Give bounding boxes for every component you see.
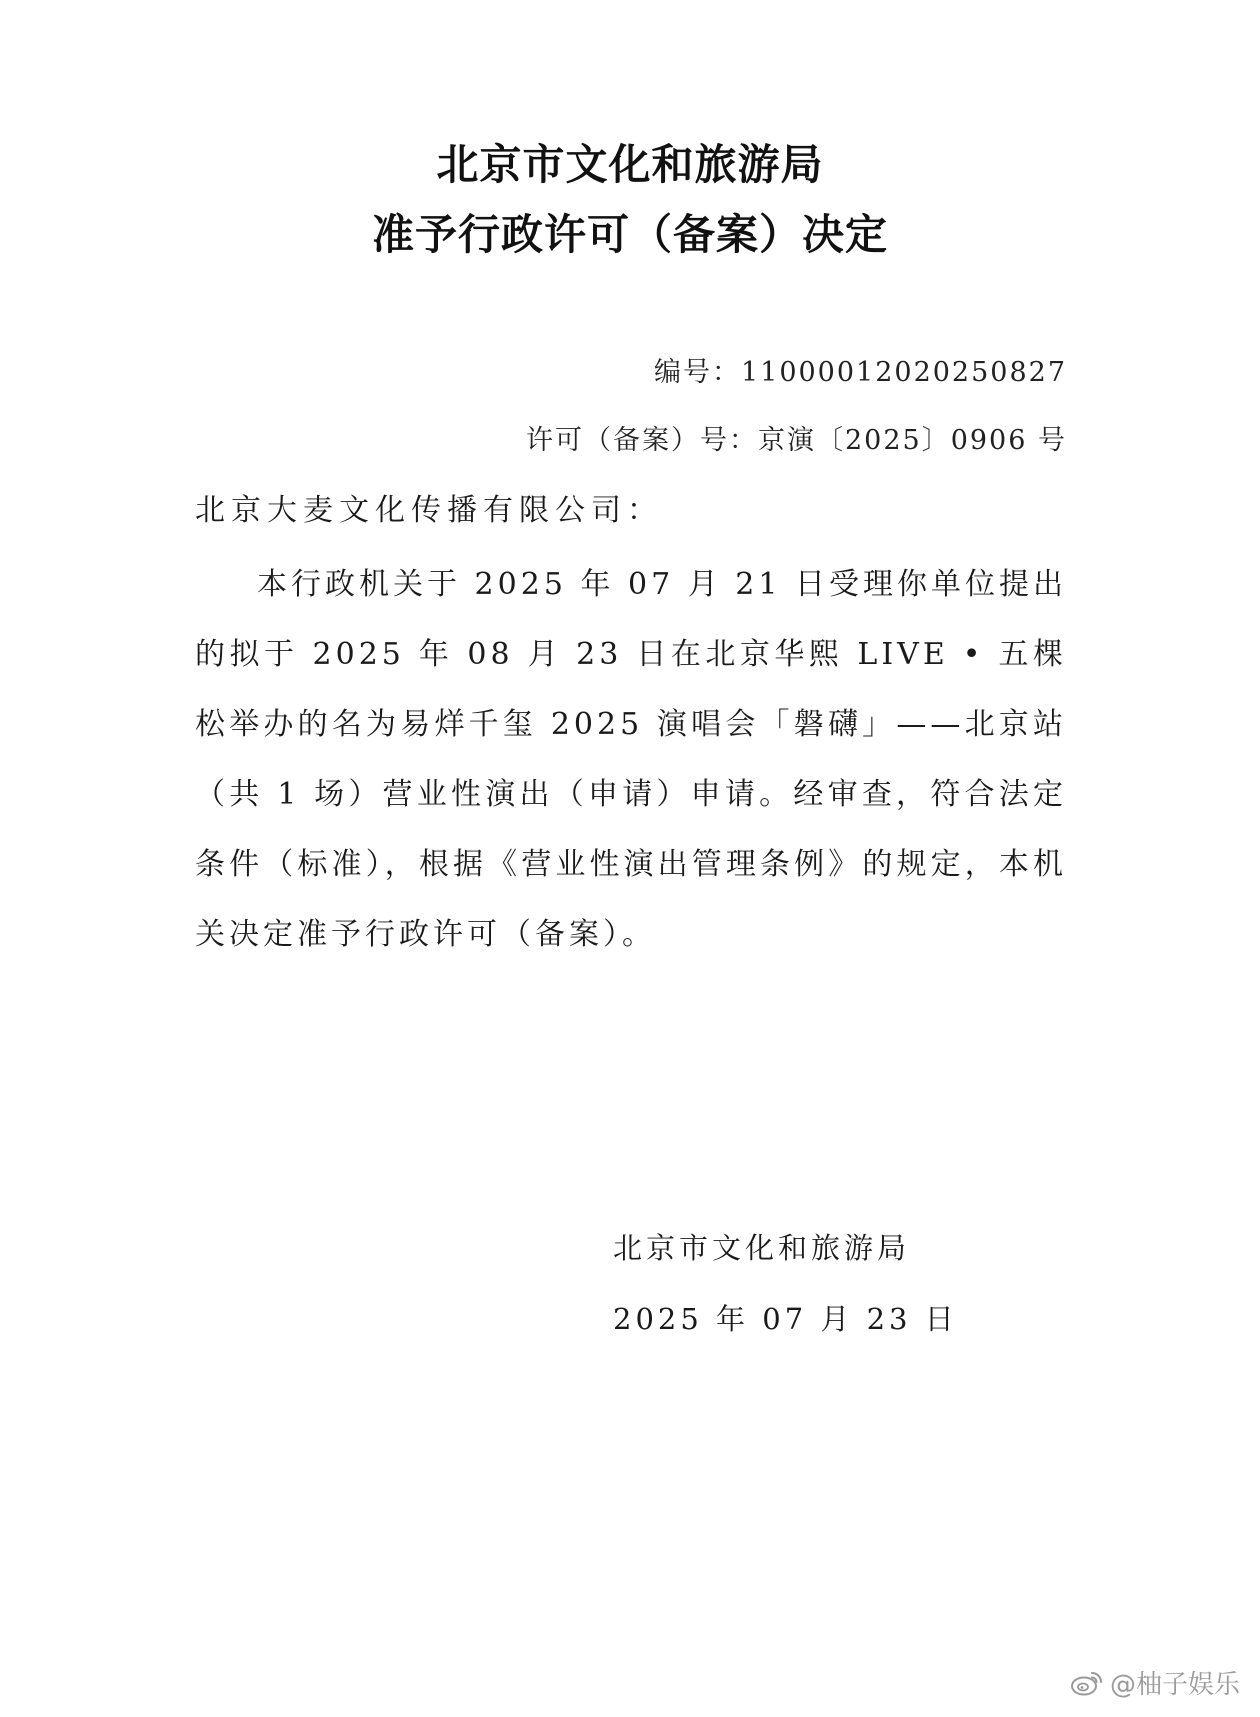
watermark	[1070, 1664, 1240, 1701]
document-title-decision: 准予行政许可（备案）决定	[371, 210, 888, 259]
permit-number: 许可（备案）号：京演〔2025〕0906 号	[525, 425, 1067, 456]
watermark-text: @柚子娱乐	[1109, 1670, 1240, 1700]
weibo-icon	[1070, 1669, 1104, 1697]
decision-body: 本行政机关于 2025 年 07 月 21 日受理你单位提出的拟于 2025 年 08 月 23 日在北京华熙 LIVE • 五棵松举办的名为易烊千玺 2025 演唱会「磐礴」——北京站（共 1 场）营业性演出（申请）申请。经审查，符合法定条件（标准），根据《营业性演出管理条例》的规定，本机关决定准予行政许可（备案）。	[195, 567, 1067, 952]
addressee: 北京大麦文化传播有限公司：	[195, 493, 663, 528]
signature-org: 北京市文化和旅游局	[613, 1231, 911, 1265]
document-title-issuer: 北京市文化和旅游局	[436, 140, 824, 189]
serial-number: 编号：11000012020250827	[653, 357, 1067, 388]
signature-date: 2025 年 07 月 23 日	[613, 1302, 958, 1336]
